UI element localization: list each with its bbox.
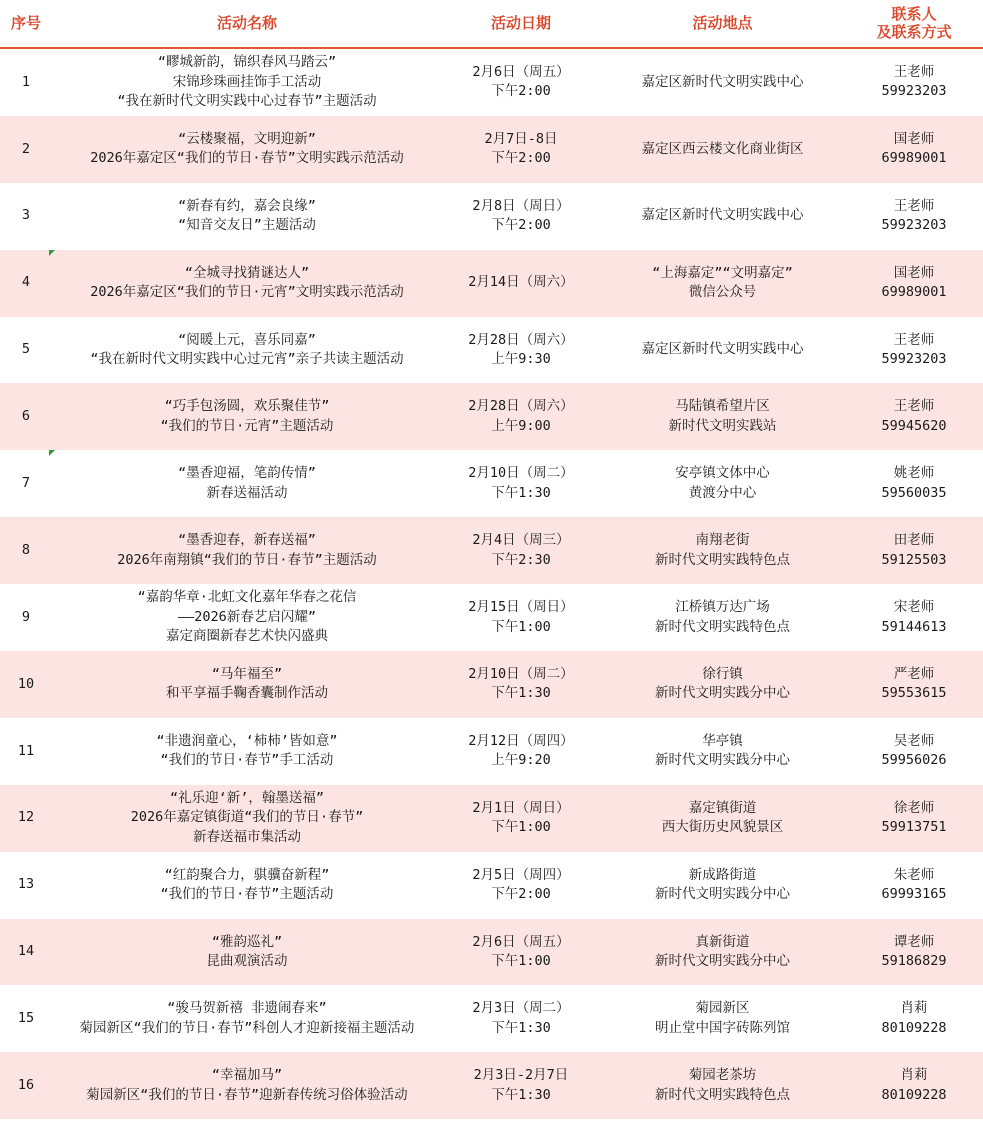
- comment-marker-icon: [49, 450, 55, 456]
- cell-contact: [845, 130, 983, 169]
- cell-place-line: 新时代文明实践特色点: [655, 551, 790, 568]
- cell-no: 4: [21, 274, 31, 291]
- cell-place-line: 马陆镇希望片区: [675, 398, 770, 415]
- cell-date-line: 2月6日（周五）: [472, 933, 570, 950]
- cell-name-line: “墨香迎春，新春送福”: [178, 532, 316, 549]
- cell-date: [442, 464, 600, 503]
- cell-contact: [845, 799, 983, 838]
- table-row: [0, 584, 983, 651]
- cell-name-line: 昆曲观演活动: [206, 953, 288, 970]
- cell-contact: [845, 999, 983, 1038]
- cell-date-line: 2月1日（周日）: [472, 799, 570, 816]
- cell-name-line: 2026年嘉定区“我们的节日·春节”文明实践示范活动: [90, 150, 404, 167]
- cell-date-line: 上午9:00: [491, 417, 551, 434]
- cell-name-line: “我在新时代文明实践中心过元宵”亲子共读主题活动: [90, 351, 404, 367]
- cell-name: [52, 933, 442, 972]
- cell-contact: [845, 866, 983, 905]
- cell-name: [52, 665, 442, 704]
- table-row: [0, 383, 983, 450]
- cell-date-line: 2月6日（周五）: [472, 63, 570, 80]
- cell-place-line: 真新街道: [695, 933, 750, 950]
- cell-no: 1: [21, 73, 31, 90]
- cell-contact-line: 69993165: [881, 886, 947, 903]
- cell-place-line: 嘉定区新时代文明实践中心: [641, 73, 804, 90]
- cell-date: [442, 397, 600, 436]
- cell-place-line: 菊园新区: [695, 1000, 750, 1017]
- cell-contact: [845, 331, 983, 370]
- cell-date-line: 2月15日（周日）: [468, 599, 574, 616]
- table-row: [0, 718, 983, 785]
- cell-contact-line: 肖莉: [900, 1000, 928, 1017]
- cell-name-line: “云楼聚福，文明迎新”: [178, 130, 316, 147]
- cell-name-line: 宋锦珍珠画挂饰手工活动: [172, 73, 322, 90]
- cell-date: [442, 1066, 600, 1105]
- cell-contact-line: 59125503: [881, 551, 947, 568]
- cell-name-line: 新春送福活动: [206, 484, 288, 501]
- cell-contact: [845, 531, 983, 570]
- cell-contact: [845, 397, 983, 436]
- cell-place-line: 微信公众号: [688, 284, 757, 301]
- cell-no: 11: [17, 742, 35, 759]
- cell-name: [52, 588, 442, 647]
- cell-contact-line: 69989001: [881, 150, 947, 167]
- table-row: [0, 116, 983, 183]
- cell-date-line: 2月5日（周四）: [472, 866, 570, 883]
- cell-place-line: 菊园老茶坊: [688, 1067, 757, 1084]
- cell-name-line: “阅暖上元，喜乐同嘉”: [178, 331, 316, 348]
- header-contact: [845, 6, 983, 42]
- cell-place: [600, 598, 845, 637]
- cell-contact: [845, 933, 983, 972]
- cell-date: [442, 598, 600, 637]
- cell-date: [442, 933, 600, 972]
- cell-date-line: 2月14日（周六）: [468, 274, 574, 291]
- cell-date-line: 2月3日（周二）: [472, 1000, 570, 1017]
- header-no: 序号: [10, 14, 41, 32]
- cell-place-line: 华亭镇: [702, 732, 743, 749]
- cell-place-line: 嘉定区新时代文明实践中心: [641, 207, 804, 224]
- cell-name-line: “礼乐迎‘新’，翰墨送福”: [169, 789, 324, 806]
- cell-place-line: 黄渡分中心: [688, 484, 757, 501]
- cell-date: [442, 999, 600, 1038]
- cell-date-line: 下午1:00: [491, 819, 551, 836]
- cell-date: [442, 197, 600, 236]
- table-row: [0, 651, 983, 718]
- cell-date-line: 2月10日（周二）: [468, 665, 574, 682]
- cell-date-line: 下午2:00: [491, 217, 551, 234]
- cell-name-line: 2026年嘉定镇街道“我们的节日·春节”: [130, 809, 364, 826]
- cell-date: [442, 331, 600, 370]
- cell-name: [52, 732, 442, 771]
- cell-place-line: 江桥镇万达广场: [675, 599, 770, 616]
- header-name: 活动名称: [216, 14, 277, 32]
- cell-date-line: 下午2:00: [491, 886, 551, 903]
- cell-no: 6: [21, 408, 31, 425]
- cell-no: 10: [17, 675, 35, 692]
- cell-contact-line: 59560035: [881, 484, 947, 501]
- cell-name-line: “新春有约，嘉会良缘”: [178, 197, 316, 214]
- table-row: [0, 919, 983, 986]
- cell-name-line: 新春送福市集活动: [193, 828, 301, 845]
- cell-name-line: “我们的节日·元宵”主题活动: [160, 417, 334, 434]
- cell-name: [52, 264, 442, 303]
- cell-contact-line: 姚老师: [893, 465, 935, 482]
- cell-date: [442, 665, 600, 704]
- cell-date-line: 上午9:30: [491, 351, 551, 367]
- comment-marker-icon: [49, 250, 55, 256]
- table-row: [0, 1052, 983, 1119]
- cell-name: [52, 789, 442, 848]
- header-place: 活动地点: [692, 14, 753, 32]
- cell-date-line: 下午2:00: [491, 83, 551, 100]
- cell-place-line: 嘉定区新时代文明实践中心: [641, 341, 804, 358]
- cell-date-line: 下午1:00: [491, 953, 551, 970]
- header-contact-line2: 及联系方式: [876, 23, 952, 41]
- cell-name-line: “我在新时代文明实践中心过春节”主题活动: [117, 93, 377, 110]
- cell-place: [600, 397, 845, 436]
- cell-date-line: 下午1:30: [491, 484, 551, 501]
- cell-contact-line: 59923203: [881, 83, 947, 100]
- cell-place-line: 新时代文明实践分中心: [655, 685, 790, 702]
- header-contact-line1: 联系人: [891, 5, 937, 23]
- cell-contact: [845, 63, 983, 102]
- cell-contact: [845, 1066, 983, 1105]
- cell-contact-line: 王老师: [893, 331, 935, 348]
- cell-contact: [845, 464, 983, 503]
- cell-contact-line: 59913751: [881, 819, 947, 836]
- cell-date: [442, 531, 600, 570]
- cell-place: [600, 799, 845, 838]
- cell-date: [442, 799, 600, 838]
- table-row: [0, 985, 983, 1052]
- cell-contact-line: 59956026: [881, 752, 947, 769]
- cell-date-line: 下午1:00: [491, 618, 551, 635]
- cell-name-line: “我们的节日·春节”主题活动: [160, 886, 334, 903]
- cell-name-line: “红韵聚合力，骐骥奋新程”: [164, 866, 330, 883]
- table-row: [0, 183, 983, 250]
- cell-place-line: 嘉定镇街道: [688, 799, 757, 816]
- cell-name: [52, 331, 442, 370]
- cell-date-line: 2月7日-8日: [484, 130, 558, 147]
- cell-name-line: 和平享福手鞠香囊制作活动: [166, 685, 328, 702]
- cell-name-line: “马年福至”: [211, 665, 283, 682]
- cell-place: [600, 264, 845, 303]
- cell-place: [600, 531, 845, 570]
- cell-name: [52, 999, 442, 1038]
- cell-name: [52, 197, 442, 236]
- cell-contact: [845, 665, 983, 704]
- cell-name-line: “我们的节日·春节”手工活动: [160, 752, 334, 769]
- cell-contact-line: 59186829: [881, 953, 947, 970]
- cell-contact-line: 80109228: [881, 1019, 947, 1036]
- cell-name-line: 菊园新区“我们的节日·春节”迎新春传统习俗体验活动: [86, 1086, 408, 1103]
- table-body: [0, 49, 983, 1119]
- cell-contact-line: 肖莉: [900, 1067, 928, 1084]
- cell-place-line: 新时代文明实践分中心: [655, 752, 790, 769]
- cell-place: [600, 140, 845, 160]
- cell-place-line: 徐行镇: [702, 665, 743, 682]
- cell-name-line: “骏马贺新禧 非遗闹春来”: [167, 1000, 327, 1017]
- cell-contact-line: 朱老师: [893, 866, 935, 883]
- cell-no: 5: [21, 341, 31, 358]
- cell-place-line: 明止堂中国字砖陈列馆: [655, 1019, 790, 1036]
- cell-no: 12: [17, 809, 35, 826]
- cell-name: [52, 130, 442, 169]
- cell-place-line: 新成路街道: [688, 866, 757, 883]
- cell-contact: [845, 732, 983, 771]
- cell-no: 8: [21, 541, 31, 558]
- cell-name: [52, 866, 442, 905]
- cell-no: 16: [17, 1077, 35, 1094]
- cell-name-line: “幸福加马”: [211, 1067, 283, 1084]
- cell-name-line: “非遗润童心，‘柿柿’皆如意”: [156, 732, 338, 749]
- cell-no: 14: [17, 943, 35, 960]
- cell-date-line: 2月8日（周日）: [472, 197, 570, 214]
- cell-place: [600, 665, 845, 704]
- table-row: [0, 450, 983, 517]
- cell-place-line: 新时代文明实践分中心: [655, 953, 790, 970]
- cell-name-line: 2026年嘉定区“我们的节日·元宵”文明实践示范活动: [90, 284, 404, 301]
- cell-contact-line: 田老师: [893, 532, 935, 549]
- cell-place: [600, 340, 845, 360]
- cell-contact-line: 王老师: [893, 63, 935, 80]
- cell-no: 3: [21, 207, 31, 224]
- cell-date-line: 上午9:20: [491, 752, 551, 769]
- cell-no: 15: [17, 1010, 35, 1027]
- cell-contact-line: 59923203: [881, 217, 947, 234]
- cell-date-line: 2月12日（周四）: [468, 732, 574, 749]
- cell-contact-line: 59144613: [881, 618, 947, 635]
- cell-contact-line: 59553615: [881, 685, 947, 702]
- cell-name-line: “疁城新韵，锦织春风马踏云”: [157, 54, 337, 71]
- cell-place-line: 西大街历史风貌景区: [661, 819, 784, 836]
- cell-date-line: 下午2:30: [491, 551, 551, 568]
- cell-contact: [845, 264, 983, 303]
- cell-name: [52, 397, 442, 436]
- cell-contact-line: 吴老师: [893, 732, 935, 749]
- table-row: [0, 250, 983, 317]
- cell-name-line: 菊园新区“我们的节日·春节”科创人才迎新接福主题活动: [79, 1019, 415, 1036]
- cell-contact-line: 谭老师: [893, 933, 935, 950]
- cell-contact-line: 69989001: [881, 284, 947, 301]
- cell-place: [600, 933, 845, 972]
- cell-name-line: 嘉定商圈新春艺术快闪盛典: [166, 628, 328, 645]
- table-header: [0, 0, 983, 49]
- cell-no: 13: [17, 876, 35, 893]
- cell-date-line: 下午2:00: [491, 150, 551, 167]
- cell-date: [442, 130, 600, 169]
- cell-date-line: 下午1:30: [491, 1086, 551, 1103]
- cell-name: [52, 53, 442, 112]
- cell-name-line: “知音交友日”主题活动: [178, 217, 316, 234]
- cell-contact-line: 严老师: [893, 665, 935, 682]
- cell-contact-line: 国老师: [893, 264, 935, 281]
- cell-name-line: “墨香迎福，笔韵传情”: [178, 465, 316, 482]
- cell-date-line: 2月4日（周三）: [472, 532, 570, 549]
- cell-name: [52, 531, 442, 570]
- cell-place-line: 南翔老街: [695, 532, 750, 549]
- table-row: [0, 852, 983, 919]
- cell-no: 9: [21, 608, 31, 625]
- cell-date-line: 2月28日（周六）: [468, 331, 574, 348]
- cell-contact-line: 王老师: [893, 197, 935, 214]
- cell-place: [600, 732, 845, 771]
- table-row: [0, 317, 983, 384]
- cell-date-line: 2月10日（周二）: [468, 465, 574, 482]
- cell-contact-line: 国老师: [893, 130, 935, 147]
- cell-name-line: “嘉韵华章·北虹文化嘉年华春之花信: [137, 589, 357, 606]
- cell-no: 2: [21, 140, 31, 157]
- cell-date: [442, 866, 600, 905]
- cell-contact: [845, 598, 983, 637]
- cell-name: [52, 464, 442, 503]
- cell-date-line: 下午1:30: [491, 685, 551, 702]
- cell-date-line: 下午1:30: [491, 1019, 551, 1036]
- cell-place-line: 安亭镇文体中心: [675, 465, 770, 482]
- cell-name: [52, 1066, 442, 1105]
- table-row: [0, 517, 983, 584]
- cell-contact-line: 王老师: [893, 398, 935, 415]
- cell-contact: [845, 197, 983, 236]
- cell-name-line: 2026年南翔镇“我们的节日·春节”主题活动: [117, 551, 377, 568]
- cell-name-line: ——2026新春艺启闪耀”: [178, 608, 316, 625]
- cell-date: [442, 273, 600, 293]
- cell-place: [600, 73, 845, 93]
- cell-date: [442, 63, 600, 102]
- cell-name-line: “巧手包汤圆，欢乐聚佳节”: [164, 398, 330, 415]
- cell-place-line: “上海嘉定”“文明嘉定”: [652, 264, 793, 281]
- cell-place: [600, 464, 845, 503]
- table-row: [0, 49, 983, 116]
- cell-date: [442, 732, 600, 771]
- header-date: 活动日期: [490, 14, 551, 32]
- cell-no: 7: [21, 475, 31, 492]
- table-row: [0, 785, 983, 852]
- cell-place: [600, 999, 845, 1038]
- cell-name-line: “雅韵巡礼”: [211, 933, 283, 950]
- cell-place: [600, 1066, 845, 1105]
- cell-date-line: 2月28日（周六）: [468, 398, 574, 415]
- cell-place-line: 新时代文明实践特色点: [655, 1086, 790, 1103]
- cell-name-line: “全城寻找猜谜达人”: [184, 264, 310, 281]
- cell-date-line: 2月3日-2月7日: [473, 1067, 569, 1084]
- cell-contact-line: 59945620: [881, 417, 947, 434]
- cell-place-line: 新时代文明实践分中心: [655, 886, 790, 903]
- cell-place: [600, 206, 845, 226]
- cell-contact-line: 宋老师: [893, 599, 935, 616]
- cell-place-line: 嘉定区西云楼文化商业街区: [641, 140, 804, 157]
- cell-place: [600, 866, 845, 905]
- cell-place-line: 新时代文明实践特色点: [655, 618, 790, 635]
- cell-contact-line: 80109228: [881, 1086, 947, 1103]
- cell-place-line: 新时代文明实践站: [668, 417, 777, 434]
- cell-contact-line: 59923203: [881, 351, 947, 367]
- cell-contact-line: 徐老师: [893, 799, 935, 816]
